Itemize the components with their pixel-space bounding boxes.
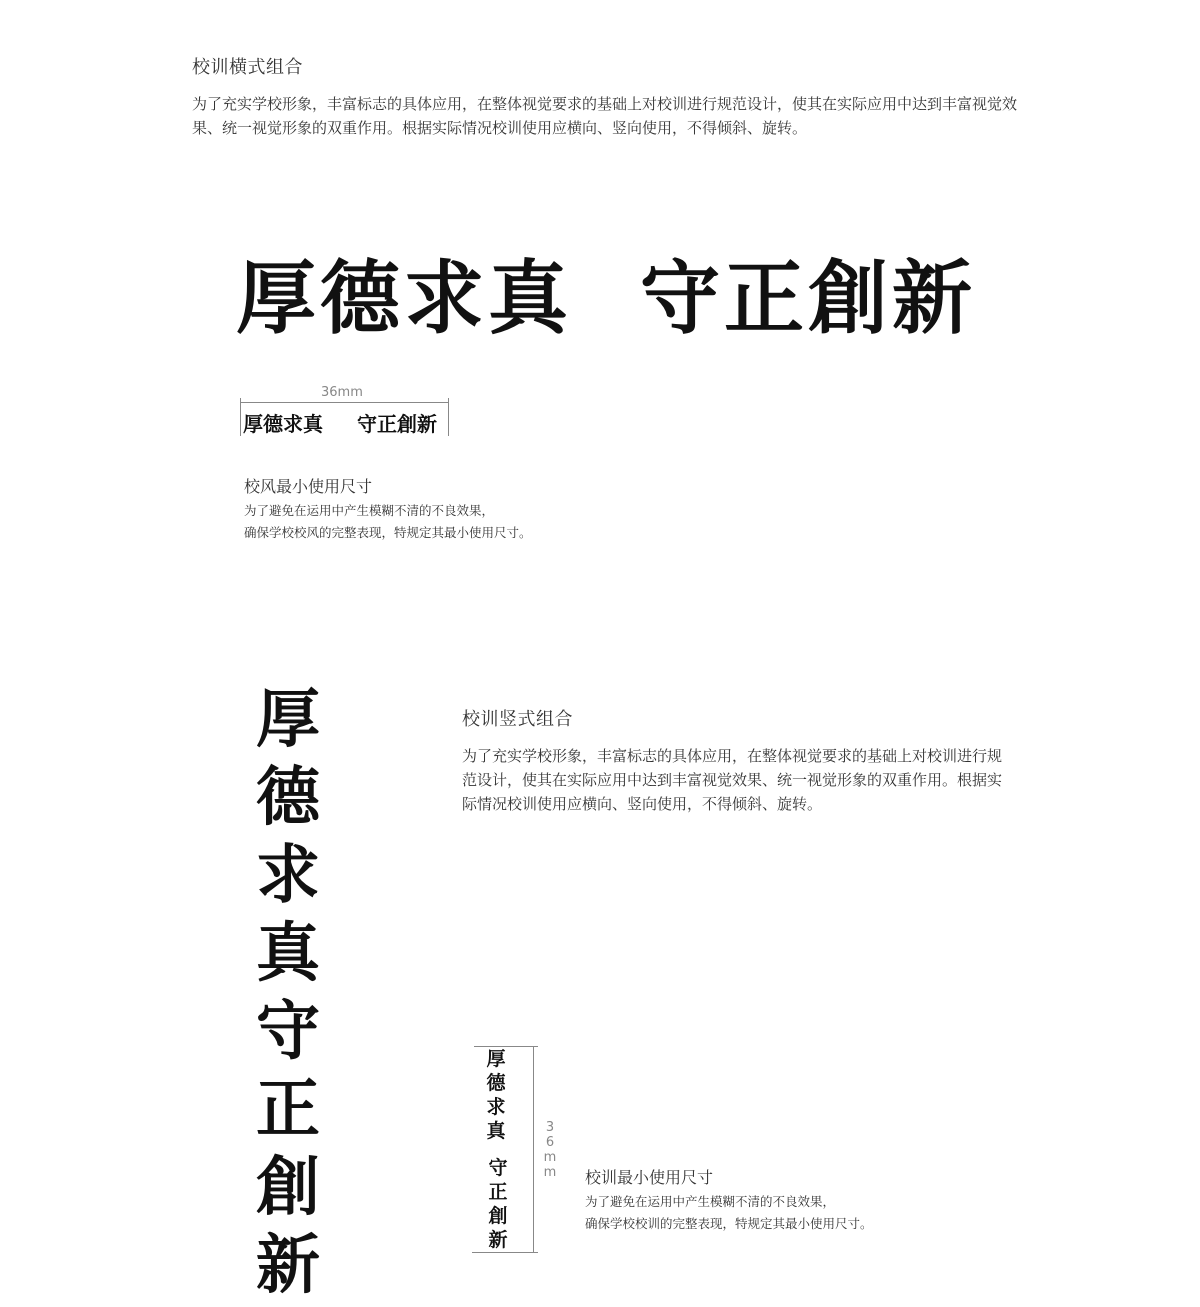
horizontal-min-desc-line1: 为了避免在运用中产生模糊不清的不良效果， <box>244 503 495 518</box>
horizontal-section-title: 校训横式组合 <box>192 57 303 78</box>
motto-char: 真 <box>486 1120 506 1142</box>
motto-char: 守 <box>256 994 320 1069</box>
motto-char: 新 <box>256 1228 320 1303</box>
dimension-line <box>533 1046 534 1253</box>
dimension-label: 36mm <box>321 385 363 400</box>
dimension-line <box>240 402 449 403</box>
motto-char: 求 <box>256 838 320 913</box>
vertical-min-desc-line1: 为了避免在运用中产生模糊不清的不良效果， <box>585 1194 836 1209</box>
motto-char: 正 <box>256 1072 320 1147</box>
horizontal-min-desc-line2: 确保学校校风的完整表现，特规定其最小使用尺寸。 <box>244 525 532 540</box>
motto-vertical-large-part1 <box>252 682 324 991</box>
motto-char: 厚 <box>486 1048 506 1070</box>
motto-char: 真 <box>256 916 320 991</box>
vertical-section-title: 校训竖式组合 <box>462 709 573 730</box>
motto-vertical-small-part2 <box>486 1156 510 1252</box>
motto-horizontal-large-part1: 厚德求真 <box>236 251 572 345</box>
motto-char: 德 <box>486 1072 506 1094</box>
motto-char: 正 <box>488 1181 508 1203</box>
dimension-label: 36mm <box>543 1120 557 1180</box>
motto-horizontal-small-part2: 守正創新 <box>357 412 437 436</box>
motto-char: 德 <box>256 760 320 835</box>
horizontal-min-size-description <box>244 500 532 544</box>
dimension-tick-left <box>240 398 241 436</box>
horizontal-section-description: 为了充实学校形象，丰富标志的具体应用，在整体视觉要求的基础上对校训进行规范设计，使其在实际应用中达到丰富视觉效果、统一视觉形象的双重作用。根据实际情况校训使用应横向、竖向使用，不得倾斜、旋转。 <box>192 95 1018 137</box>
motto-horizontal-large-part2: 守正創新 <box>640 251 976 345</box>
vertical-min-desc-line2: 确保学校校训的完整表现，特规定其最小使用尺寸。 <box>585 1216 873 1231</box>
vertical-min-size-description <box>585 1191 873 1235</box>
motto-vertical-large-part2 <box>252 994 324 1303</box>
motto-char: 創 <box>488 1205 508 1227</box>
vertical-section-description: 为了充实学校形象，丰富标志的具体应用，在整体视觉要求的基础上对校训进行规范设计，使其在实际应用中达到丰富视觉效果、统一视觉形象的双重作用。根据实际情况校训使用应横向、竖向使用，不得倾斜、旋转。 <box>462 747 1003 813</box>
motto-char: 厚 <box>256 682 320 757</box>
motto-char: 守 <box>488 1157 508 1179</box>
motto-vertical-small-part1 <box>484 1047 508 1143</box>
motto-char: 新 <box>488 1229 508 1251</box>
dimension-tick-bottom <box>472 1252 538 1253</box>
motto-char: 求 <box>486 1096 506 1118</box>
vertical-min-size-title: 校训最小使用尺寸 <box>585 1168 714 1187</box>
motto-char: 創 <box>256 1150 320 1225</box>
motto-horizontal-small-part1: 厚德求真 <box>243 412 323 436</box>
dimension-tick-right <box>448 398 449 436</box>
horizontal-min-size-title: 校风最小使用尺寸 <box>244 477 373 496</box>
